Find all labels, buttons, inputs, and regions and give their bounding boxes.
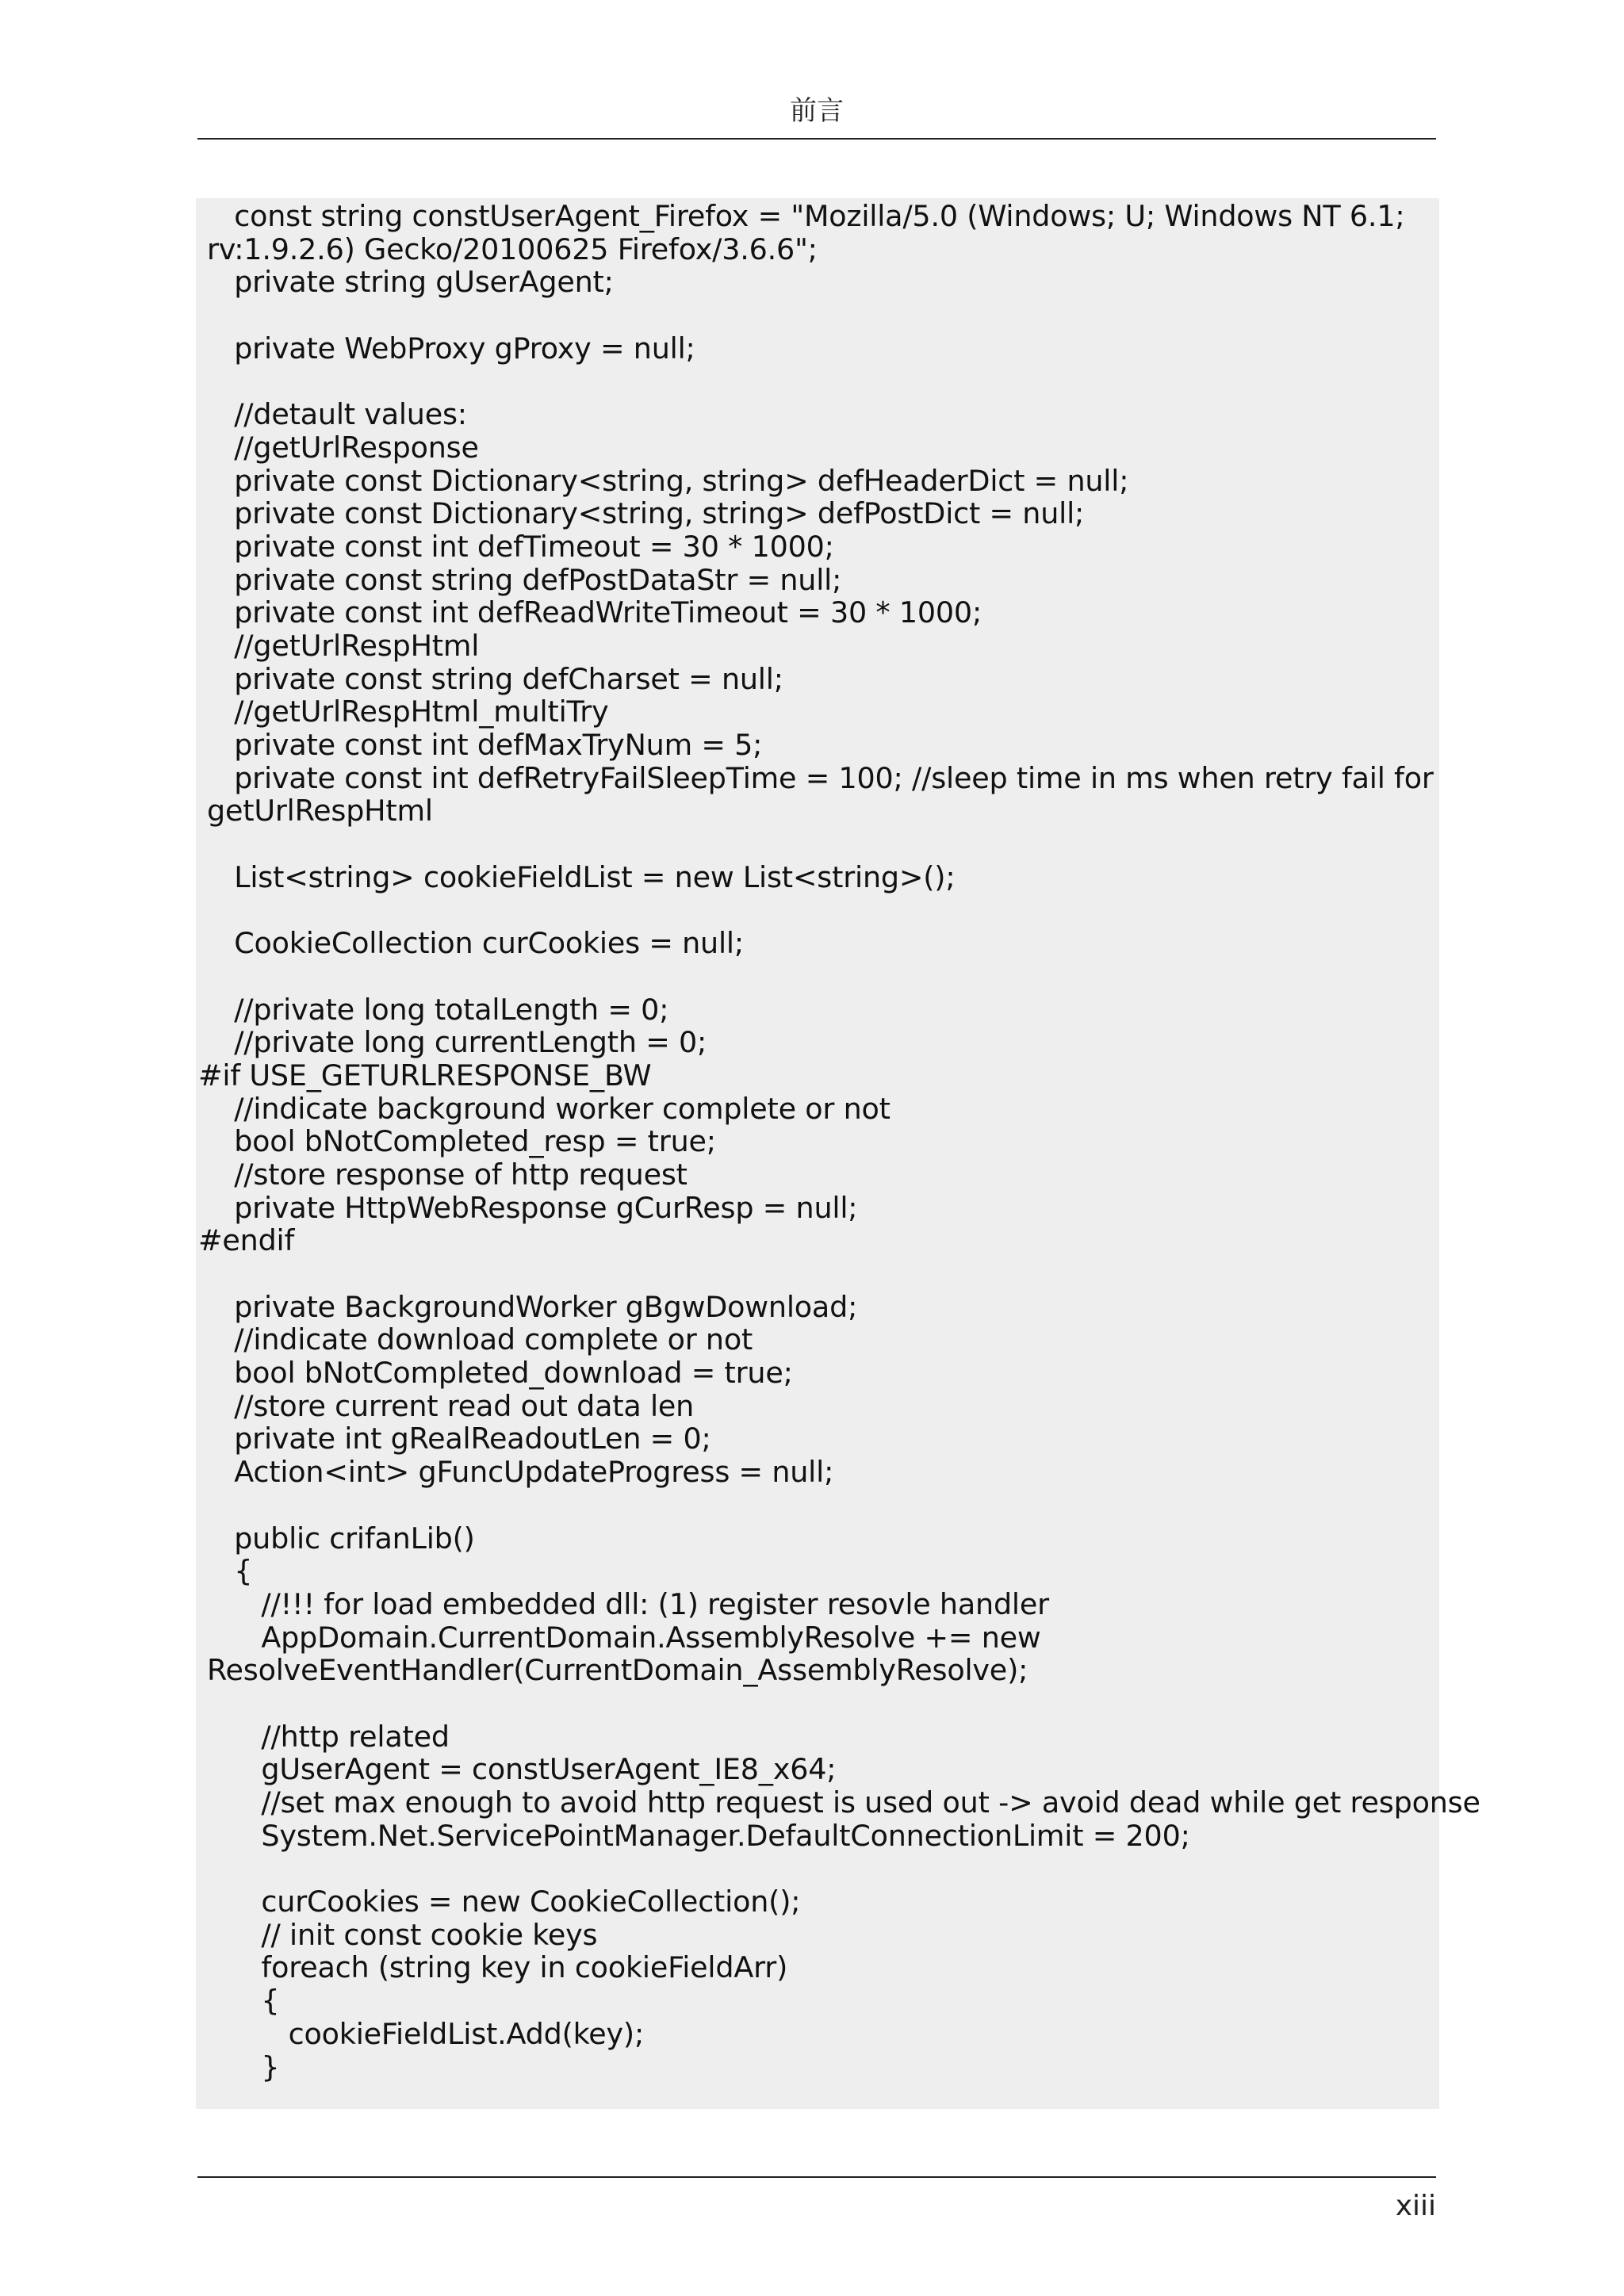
code-line: cookieFieldList.Add(key); xyxy=(207,2016,645,2051)
code-line: const string constUserAgent_Firefox = "Mozilla/5.0 (Windows; U; Windows NT 6.1; xyxy=(207,199,1405,233)
code-line: private BackgroundWorker gBgwDownload; xyxy=(207,1289,858,1324)
code-line: //http related xyxy=(207,1719,450,1754)
code-line: getUrlRespHtml xyxy=(207,794,433,828)
page-header xyxy=(197,94,1436,140)
code-line: //indicate download complete or not xyxy=(207,1322,753,1357)
code-line: rv:1.9.2.6) Gecko/20100625 Firefox/3.6.6"; xyxy=(207,232,818,266)
code-line xyxy=(196,299,1439,332)
code-line: System.Net.ServicePointManager.DefaultConnectionLimit = 200; xyxy=(207,1818,1190,1853)
code-line: bool bNotCompleted_resp = true; xyxy=(207,1124,716,1159)
code-line: { xyxy=(207,1554,253,1589)
code-line: private const int defRetryFailSleepTime = 100; //sleep time in ms when retry fail for xyxy=(207,760,1434,795)
code-line: private const int defTimeout = 30 * 1000; xyxy=(207,529,834,564)
code-line: //detault values: xyxy=(207,397,467,432)
code-line xyxy=(196,1687,1439,1720)
code-line xyxy=(196,1489,1439,1522)
code-line: #endif xyxy=(198,1223,295,1258)
page-title: 前言 xyxy=(790,95,844,127)
code-line xyxy=(196,960,1439,993)
code-line: } xyxy=(207,2049,280,2084)
code-line xyxy=(196,894,1439,927)
code-line: List<string> cookieFieldList = new List<string>(); xyxy=(207,859,956,894)
code-line: //set max enough to avoid http request is used out -> avoid dead while get response xyxy=(207,1785,1480,1820)
code-line: //store current read out data len xyxy=(207,1388,695,1423)
code-line: // init const cookie keys xyxy=(207,1917,598,1952)
code-line: { xyxy=(207,1984,280,2019)
code-line: CookieCollection curCookies = null; xyxy=(207,926,744,961)
code-line: private const Dictionary<string, string> defPostDict = null; xyxy=(207,496,1085,531)
code-line xyxy=(196,1257,1439,1291)
code-line: private const int defReadWriteTimeout = 30 * 1000; xyxy=(207,595,982,630)
code-line: private int gRealReadoutLen = 0; xyxy=(207,1422,711,1456)
page-footer xyxy=(197,2176,1436,2222)
code-line: private string gUserAgent; xyxy=(207,265,614,300)
code-line: bool bNotCompleted_download = true; xyxy=(207,1356,793,1391)
code-line: AppDomain.CurrentDomain.AssemblyResolve += new xyxy=(207,1620,1041,1655)
code-line: #if USE_GETURLRESPONSE_BW xyxy=(198,1058,652,1093)
code-line: public crifanLib() xyxy=(207,1521,475,1556)
page-number: xiii xyxy=(1395,2190,1436,2222)
code-line: //!!! for load embedded dll: (1) register resovle handler xyxy=(207,1586,1049,1621)
code-block xyxy=(196,198,1480,2109)
code-line: gUserAgent = constUserAgent_IE8_x64; xyxy=(207,1752,837,1787)
code-line: private HttpWebResponse gCurResp = null; xyxy=(207,1190,858,1225)
code-line: //store response of http request xyxy=(207,1157,688,1192)
code-line: //private long currentLength = 0; xyxy=(207,1025,707,1060)
code-line xyxy=(196,1852,1439,1885)
code-line: private const string defPostDataStr = null; xyxy=(207,562,842,597)
code-line: private const int defMaxTryNum = 5; xyxy=(207,728,763,762)
code-line xyxy=(196,365,1439,398)
code-line: private WebProxy gProxy = null; xyxy=(207,331,695,365)
code-line: foreach (string key in cookieFieldArr) xyxy=(207,1950,788,1985)
code-line xyxy=(196,828,1439,861)
code-line: ResolveEventHandler(CurrentDomain_AssemblyResolve); xyxy=(207,1653,1028,1688)
code-line: //getUrlResponse xyxy=(207,430,479,465)
code-line: //indicate background worker complete or not xyxy=(207,1091,891,1126)
code-line: curCookies = new CookieCollection(); xyxy=(207,1885,801,1919)
code-line: //getUrlRespHtml xyxy=(207,628,480,663)
code-line: Action<int> gFuncUpdateProgress = null; xyxy=(207,1455,834,1490)
code-line: //getUrlRespHtml_multiTry xyxy=(207,695,609,729)
code-line: //private long totalLength = 0; xyxy=(207,992,669,1027)
code-line: private const string defCharset = null; xyxy=(207,661,783,696)
code-line: private const Dictionary<string, string> defHeaderDict = null; xyxy=(207,463,1129,498)
